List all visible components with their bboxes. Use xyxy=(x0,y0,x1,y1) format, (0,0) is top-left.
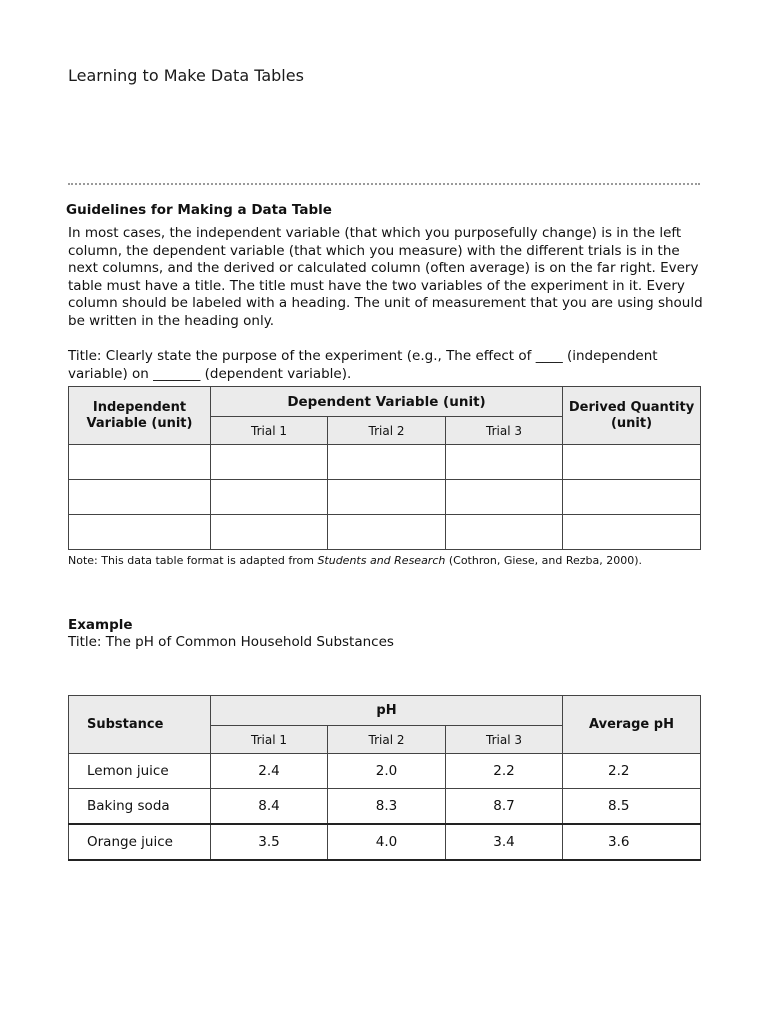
empty-cell xyxy=(446,445,563,480)
substance-cell: Baking soda xyxy=(69,789,211,825)
substance-cell: Lemon juice xyxy=(69,754,211,789)
trial-value-cell: 2.2 xyxy=(446,754,563,789)
empty-cell xyxy=(69,515,211,550)
empty-cell xyxy=(563,480,701,515)
trial-header: Trial 2 xyxy=(328,726,446,754)
template-data-table xyxy=(68,386,701,550)
trial-header: Trial 3 xyxy=(446,417,563,445)
ph-header: pH xyxy=(211,696,563,726)
empty-cell xyxy=(328,445,446,480)
derived-quantity-header: Derived Quantity (unit) xyxy=(563,387,701,445)
empty-cell xyxy=(211,480,328,515)
trial-value-cell: 2.0 xyxy=(328,754,446,789)
empty-cell xyxy=(328,515,446,550)
empty-cell xyxy=(446,480,563,515)
table-row xyxy=(69,480,701,515)
average-value-cell: 3.6 xyxy=(563,824,701,860)
table-row xyxy=(69,754,701,789)
page-title: Learning to Make Data Tables xyxy=(68,66,304,85)
empty-cell xyxy=(446,515,563,550)
guidelines-paragraph: In most cases, the independent variable (that which you purposefully change) is in the left column, the dependent variable (that which you measure) with the different trials is in the next columns, and the derived or calculated column (often average) is on the far right. Every table must have a title. The title must have the two variables of the experiment in it. Every column should be labeled with a heading. The unit of measurement that you are using should be written in the heading only. xyxy=(68,225,703,329)
note-source-title: Students and Research xyxy=(317,554,446,567)
title-instruction: Title: Clearly state the purpose of the experiment (e.g., The effect of ____ (independent variable) on _______ (dependent variable). xyxy=(68,348,658,382)
trial-value-cell: 3.4 xyxy=(446,824,563,860)
average-ph-header: Average pH xyxy=(563,696,701,754)
empty-cell xyxy=(328,480,446,515)
trial-header: Trial 2 xyxy=(328,417,446,445)
trial-value-cell: 3.5 xyxy=(211,824,328,860)
empty-cell xyxy=(563,445,701,480)
substance-header: Substance xyxy=(69,696,211,754)
table-row xyxy=(69,445,701,480)
trial-value-cell: 8.4 xyxy=(211,789,328,825)
example-data-table xyxy=(68,695,701,861)
example-title: Title: The pH of Common Household Substances xyxy=(68,634,394,650)
table-row xyxy=(69,789,701,825)
trial-header: Trial 1 xyxy=(211,417,328,445)
dotted-divider xyxy=(68,183,700,185)
empty-cell xyxy=(69,445,211,480)
dependent-variable-header: Dependent Variable (unit) xyxy=(211,387,563,417)
trial-value-cell: 4.0 xyxy=(328,824,446,860)
trial-header: Trial 3 xyxy=(446,726,563,754)
trial-value-cell: 8.7 xyxy=(446,789,563,825)
guidelines-heading: Guidelines for Making a Data Table xyxy=(66,202,332,218)
average-value-cell: 2.2 xyxy=(563,754,701,789)
trial-value-cell: 2.4 xyxy=(211,754,328,789)
independent-variable-header: Independent Variable (unit) xyxy=(69,387,211,445)
empty-cell xyxy=(563,515,701,550)
empty-cell xyxy=(211,445,328,480)
empty-cell xyxy=(211,515,328,550)
trial-header: Trial 1 xyxy=(211,726,328,754)
substance-cell: Orange juice xyxy=(69,824,211,860)
note-prefix: Note: This data table format is adapted from xyxy=(68,554,318,567)
example-heading: Example xyxy=(68,617,133,633)
trial-value-cell: 8.3 xyxy=(328,789,446,825)
source-note xyxy=(68,554,642,567)
table-row xyxy=(69,515,701,550)
empty-cell xyxy=(69,480,211,515)
table-row xyxy=(69,824,701,860)
average-value-cell: 8.5 xyxy=(563,789,701,825)
note-suffix: (Cothron, Giese, and Rezba, 2000). xyxy=(445,554,643,567)
